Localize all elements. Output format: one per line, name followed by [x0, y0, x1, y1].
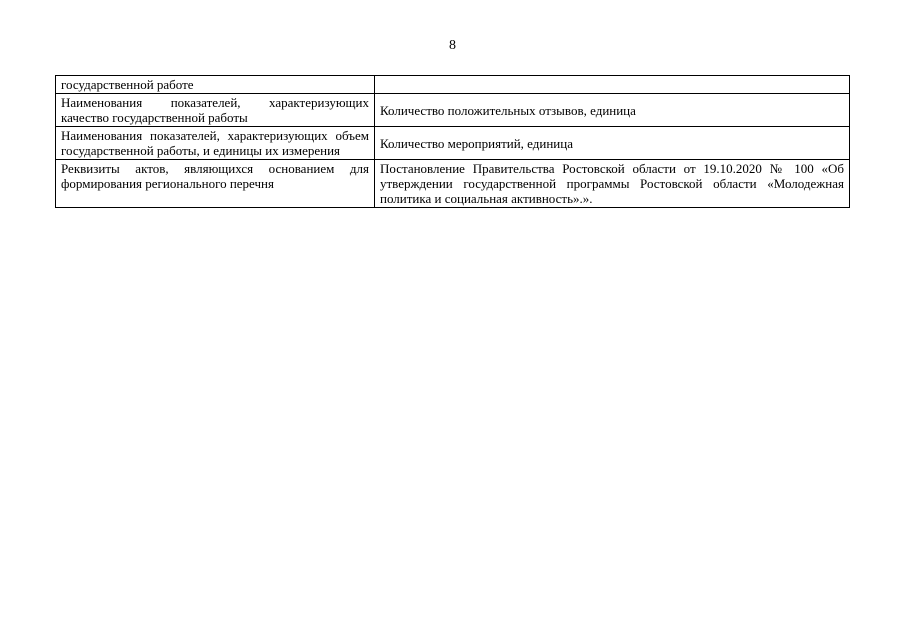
row-value-volume-indicators: Количество мероприятий, единица [380, 135, 573, 151]
table-cell-value [375, 160, 850, 208]
row-value-quality-indicators: Количество положительных отзывов, единица [380, 102, 636, 118]
table-cell-label [56, 160, 375, 208]
table-row [56, 76, 850, 94]
table-cell-label [56, 76, 375, 94]
table-cell-value [375, 94, 850, 127]
row-label-legal-basis: Реквизиты актов, являющихся основанием для формирования регионального перечня [61, 161, 369, 191]
table-cell-value [375, 76, 850, 94]
table-cell-value [375, 127, 850, 160]
table-row [56, 160, 850, 208]
service-attributes-table [55, 75, 850, 208]
table-row [56, 127, 850, 160]
row-label-volume-indicators: Наименования показателей, характеризующих объем государственной работы, и единицы их измерения [61, 128, 369, 158]
row-label-continuation: государственной работе [61, 77, 194, 92]
table-cell-label [56, 94, 375, 127]
page-number: 8 [449, 38, 456, 53]
row-label-quality-indicators: Наименования показателей, характеризующих качество государственной работы [61, 95, 369, 125]
row-value-legal-basis: Постановление Правительства Ростовской области от 19.10.2020 № 100 «Об утверждении государственной программы Ростовской области «Молодежная политика и социальная активность».». [380, 161, 844, 206]
table-row [56, 94, 850, 127]
table-cell-label [56, 127, 375, 160]
